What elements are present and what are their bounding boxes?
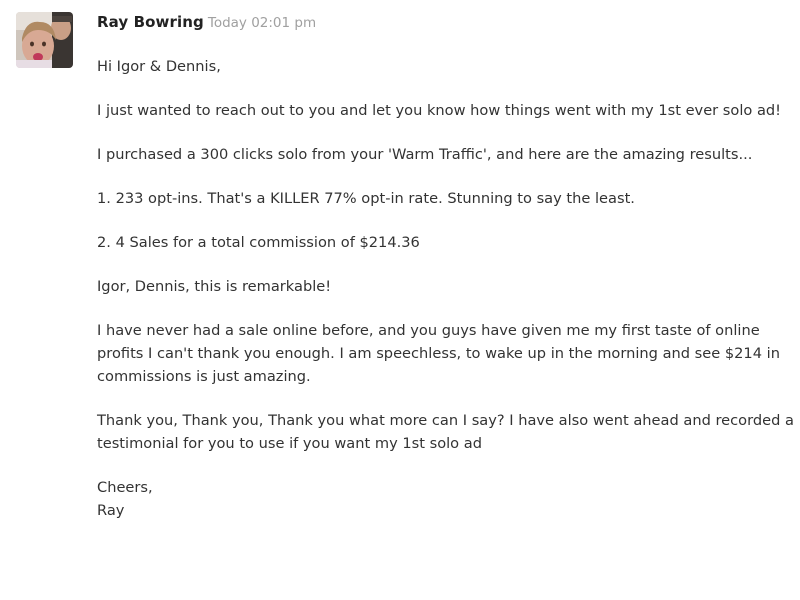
avatar-photo-icon (16, 12, 73, 68)
paragraph-sales: 2. 4 Sales for a total commission of $214.36 (97, 234, 420, 251)
sender-name[interactable]: Ray Bowring (97, 13, 204, 31)
paragraph-remarkable: Igor, Dennis, this is remarkable! (97, 278, 332, 295)
sender-avatar[interactable] (16, 12, 73, 68)
paragraph-intro: I just wanted to reach out to you and let you know how things went with my 1st ever solo ad! (97, 102, 782, 119)
message-header (97, 12, 316, 31)
paragraph-optins: 1. 233 opt-ins. That's a KILLER 77% opt-in rate. Stunning to say the least. (97, 190, 635, 207)
paragraph-purchase: I purchased a 300 clicks solo from your 'Warm Traffic', and here are the amazing results... (97, 146, 753, 163)
signoff-block (97, 476, 797, 522)
signature-text: Ray (97, 502, 125, 519)
signoff-text: Cheers, (97, 479, 153, 496)
paragraph-thanks: Thank you, Thank you, Thank you what more can I say? I have also went ahead and recorded a testimonial for you to use if you want my 1st solo ad (97, 412, 794, 452)
message-timestamp: Today 02:01 pm (207, 15, 317, 31)
message-body (97, 55, 797, 522)
greeting-text: Hi Igor & Dennis, (97, 58, 221, 75)
paragraph-first-sale: I have never had a sale online before, and you guys have given me my first taste of online profits I can't thank you enough. I am speechless, to wake up in the morning and see $214 in commissions is just amazing. (97, 322, 780, 385)
